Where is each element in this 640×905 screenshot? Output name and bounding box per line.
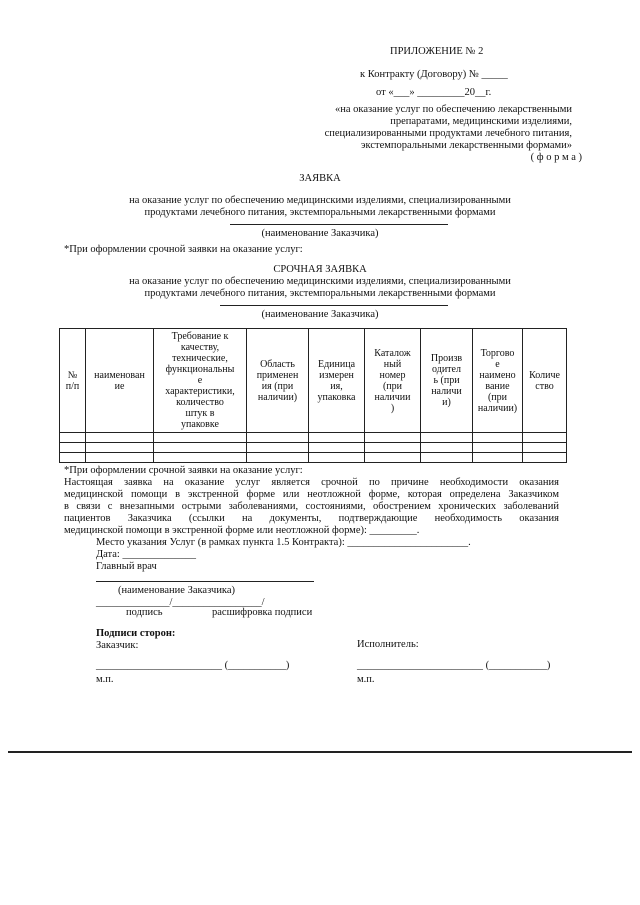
table-cell: [247, 443, 309, 453]
request-title: ЗАЯВКА: [299, 173, 341, 184]
table-header-cell: [365, 329, 421, 433]
chief-customer-caption: (наименование Заказчика): [118, 585, 236, 596]
table-cell: [309, 453, 365, 463]
table-cell: [365, 453, 421, 463]
table-header-text: е: [495, 358, 500, 370]
appendix-subject-line-4: экстемпоральными лекарственными формами»: [361, 140, 572, 151]
table-header-cell: [309, 329, 365, 433]
table-header-text: ство: [535, 380, 554, 392]
appendix-subject-line-3: специализированными продуктами лечебного питания,: [324, 128, 572, 139]
table-cell: [60, 433, 86, 443]
table-header-text: наимено: [479, 369, 516, 381]
table-header-cell: [421, 329, 473, 433]
table-header-text: упаковка: [317, 391, 356, 403]
table-cell: [309, 433, 365, 443]
table-cell: [473, 433, 523, 443]
signature-caption: подпись: [126, 607, 163, 618]
table-cell: [473, 443, 523, 453]
contract-date: от «___» _________20__г.: [376, 87, 492, 98]
table-header-text: применен: [256, 369, 299, 381]
table-header-text: и): [442, 397, 451, 408]
table-row: [60, 433, 567, 443]
urgent-paragraph-line-2: медицинской помощи в экстренной форме или неотложной форме, которая определена Заказчиком: [64, 489, 559, 500]
urgent-request-title: СРОЧНАЯ ЗАЯВКА: [273, 264, 367, 275]
table-header-cell: [523, 329, 567, 433]
table-header-text: наименован: [94, 369, 145, 381]
table-header-text: количество: [176, 397, 224, 408]
request-subtitle-line-2: продуктами лечебного питания, экстемпоральными лекарственными формами: [144, 207, 496, 218]
table-cell: [523, 453, 567, 463]
date-field: Дата: ______________: [96, 549, 196, 560]
table-header-text: упаковке: [181, 419, 219, 430]
urgent-request-subtitle-line-1: на оказание услуг по обеспечению медицинскими изделиями, специализированными: [129, 276, 511, 287]
table-header-text: е: [197, 375, 203, 386]
table-cell: [421, 443, 473, 453]
table-header-text: технические,: [172, 353, 228, 364]
executor-stamp: м.п.: [357, 674, 375, 685]
table-cell: [60, 453, 86, 463]
table-header-row: [60, 329, 567, 433]
items-table: [59, 328, 567, 463]
signature-decode-caption: расшифровка подписи: [212, 607, 313, 618]
urgent-paragraph-last-line: медицинской помощи в экстренной форме или неотложной форме): _________.: [64, 525, 420, 536]
table-cell: [86, 433, 154, 443]
table-header-text: ный: [383, 358, 402, 370]
table-header-text: наличи: [431, 386, 462, 397]
appendix-subject-line-1: «на оказание услуг по обеспечению лекарственными: [335, 104, 572, 115]
table-header-text: качеству,: [180, 342, 220, 353]
table-header-text: штук в: [185, 408, 215, 419]
table-header-cell: [60, 329, 86, 433]
urgent-paragraph-line-3: в связи с внезапными острыми заболеваниями, состояниями, обострением хронических заболеваний: [64, 501, 559, 512]
page-bottom-rule: [8, 751, 632, 753]
table-header-text: наличии): [257, 391, 298, 403]
table-header-text: наличии: [374, 391, 411, 403]
appendix-subject-line-2: препаратами, медицинскими изделиями,: [390, 116, 572, 127]
table-header-text: Единица: [317, 358, 356, 370]
service-place-line: Место указания Услуг (в рамках пункта 1.5 Контракта): _______________________.: [96, 537, 471, 548]
table-cell: [86, 453, 154, 463]
table-header-text: ия (при: [261, 380, 294, 392]
table-header-text: номер: [379, 369, 406, 381]
table-header-text: (при: [382, 380, 403, 392]
table-cell: [247, 433, 309, 443]
executor-signature-line: ________________________ (___________): [357, 660, 551, 671]
table-header-text: функциональны: [165, 364, 235, 375]
table-header-text: Количе: [529, 369, 560, 381]
customer-signature-line: ________________________ (___________): [96, 660, 290, 671]
signatures-title: Подписи сторон:: [96, 628, 176, 639]
urgent-paragraph-line-1: Настоящая заявка на оказание услуг является срочной по причине необходимости оказания: [64, 477, 559, 488]
appendix-title: ПРИЛОЖЕНИЕ № 2: [390, 46, 484, 57]
table-header-text: ь (при: [433, 375, 460, 386]
table-header-cell: [86, 329, 154, 433]
table-cell: [523, 433, 567, 443]
table-cell: [247, 453, 309, 463]
table-header-text: Торгово: [480, 347, 515, 359]
table-header-text: характеристики,: [165, 386, 235, 397]
request-subtitle-line-1: на оказание услуг по обеспечению медицинскими изделиями, специализированными: [129, 195, 511, 206]
contract-reference: к Контракту (Договору) № _____: [360, 69, 508, 80]
customer-stamp: м.п.: [96, 674, 114, 685]
urgent-request-subtitle-line-2: продуктами лечебного питания, экстемпоральными лекарственными формами: [144, 288, 496, 299]
table-header-text: наличии): [477, 402, 518, 414]
table-cell: [86, 443, 154, 453]
table-header-text: одител: [432, 364, 461, 375]
table-header-text: ие: [114, 380, 125, 392]
table-header-text: Требование к: [171, 331, 229, 342]
urgent-paragraph-line-4: пациентов Заказчика (ссылки на документы, подтверждающие необходимость оказания: [64, 513, 559, 524]
table-header-cell: [247, 329, 309, 433]
table-header-text: №: [67, 369, 78, 381]
chief-customer-line: [96, 581, 314, 582]
table-cell: [473, 453, 523, 463]
table-header-text: вание: [485, 380, 510, 392]
table-cell: [309, 443, 365, 453]
form-label: ( ф о р м а ): [530, 152, 582, 163]
table-header-text: ): [390, 402, 395, 414]
table-header-text: измерен: [319, 369, 354, 381]
customer-label: Заказчик:: [96, 640, 139, 651]
table-cell: [154, 443, 247, 453]
table-cell: [421, 453, 473, 463]
table-header-text: Произв: [430, 353, 463, 364]
urgent-customer-name-line: [220, 305, 448, 306]
table-header-text: ия,: [330, 380, 343, 392]
urgent-block-note: *При оформлении срочной заявки на оказание услуг:: [64, 465, 303, 476]
table-header-text: (при: [487, 391, 508, 403]
table-header-text: Область: [260, 358, 295, 370]
table-header-cell: [154, 329, 247, 433]
table-cell: [60, 443, 86, 453]
table-cell: [365, 433, 421, 443]
table-cell: [523, 443, 567, 453]
table-cell: [154, 453, 247, 463]
table-header-text: п/п: [65, 380, 80, 392]
request-customer-caption: (наименование Заказчика): [261, 228, 379, 239]
table-row: [60, 443, 567, 453]
table-header-text: Каталож: [374, 347, 411, 359]
chief-doctor-label: Главный врач: [96, 561, 157, 572]
table-header-cell: [473, 329, 523, 433]
table-row: [60, 453, 567, 463]
customer-name-line: [230, 224, 448, 225]
table-cell: [154, 433, 247, 443]
table-cell: [421, 433, 473, 443]
signature-line: ______________/_________________/: [96, 597, 265, 608]
urgent-customer-caption: (наименование Заказчика): [261, 309, 379, 320]
executor-label: Исполнитель:: [357, 639, 419, 650]
table-cell: [365, 443, 421, 453]
urgent-note: *При оформлении срочной заявки на оказание услуг:: [64, 244, 303, 255]
